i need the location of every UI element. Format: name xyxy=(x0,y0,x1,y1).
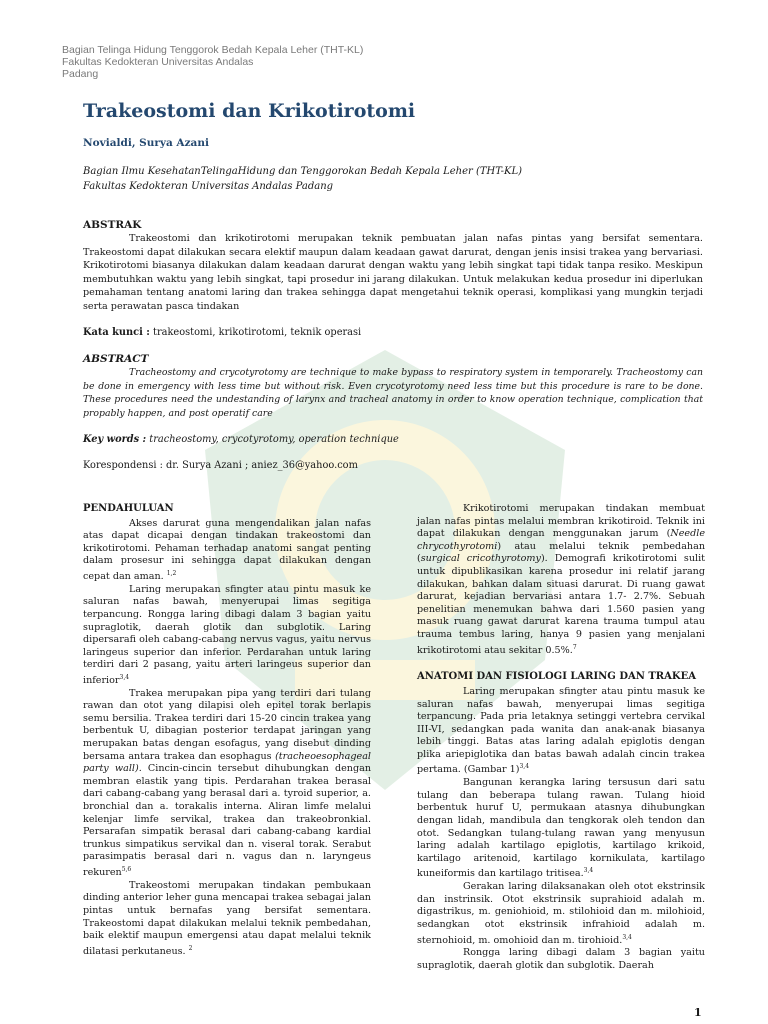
paragraph: Bangunan kerangka laring tersusun dari satu tulang dan beberapa tulang rawan. Tulang hioid berbentuk huruf U, permukaan atasnya dihubungkan dengan lidah, mandibula dan tengkorak oleh tendon dan otot. Sedangkan tulang-tulang rawan yang menyusun laring adalah kartilago epiglotis, kartilago krikoid, kartilago aritenoid, kartilago kornikulata, kartilago kuneiformis dan kartilago tritisea.$^{3,4}$ xyxy=(417,777,705,880)
paragraph: Rongga laring dibagi dalam 3 bagian yaitu supraglotik, daerah glotik dan subglotik. Daerah xyxy=(417,947,705,971)
key-words: Key words : tracheostomy, crycotyrotomy, operation technique xyxy=(83,434,399,445)
paragraph: Laring merupakan sfingter atau pintu masuk ke saluran nafas bawah, menyerupai limas segitiga terpancung. Rongga laring dibagi dalam 3 bagian yaitu supraglotik, daerah glotik dan subglotik. Laring dipersarafi oleh cabang-cabang nervus vagus, yaitu nervus laringeus superior dan inferior. Perdarahan untuk laring terdiri dari 2 pasang, yaitu arteri laringeus superior dan inferior$^{3,4}$ xyxy=(83,583,371,687)
header-line-1: Bagian Telinga Hidung Tenggorok Bedah Kepala Leher (THT-KL) xyxy=(62,44,364,56)
paragraph: Gerakan laring dilaksanakan oleh otot ekstrinsik dan instrinsik. Otot ekstrinsik suprahioid adalah m. digastrikus, m. geniohioid, m. stilohioid dan m. milohioid, sedangkan otot ekstrinsik infrahioid adalah m. sternohioid, m. omohioid dan m. tirohioid.$^{3,4}$ xyxy=(417,881,705,946)
abstrak-heading: ABSTRAK xyxy=(83,219,142,231)
paragraph: Trakeostomi merupakan tindakan pembukaan dinding anterior leher guna mencapai trakea sebagai jalan pintas untuk bernafas yang bersifat sementara. Trakeostomi dapat dilakukan melalui teknik pembedahan, baik elektif maupun emergensi atau dapat melalui teknik dilatasi perkutaneus. $^2$ xyxy=(83,879,371,957)
affiliation-line-2: Fakultas Kedokteran Universitas Andalas Padang xyxy=(83,181,334,192)
paragraph: Laring merupakan sfingter atau pintu masuk ke saluran nafas bawah, menyerupai limas segitiga terpancung. Pada pria letaknya setinggi vertebra cervikal III-VI, sedangkan pada wanita dan anak-anak biasanya lebih tinggi. Batas atas laring adalah epiglotis dengan plika ariepiglotika dan batas bawah adalah cincin trakea pertama. (Gambar 1)$^{3,4}$ xyxy=(417,685,705,776)
abstract-heading: ABSTRACT xyxy=(83,353,149,365)
abstract-body: Tracheostomy and crycotyrotomy are technique to make bypass to respiratory system in temporarely. Tracheostomy can be done in emergency with less time but without risk. Even crycotyrotomy need less time but this procedure is rare to be done. These procedures need the undestanding of larynx and tracheal anatomy in order to know operation technique, complication that propably happen, and post operatif care xyxy=(83,367,703,419)
abstrak-body: Trakeostomi dan krikotirotomi merupakan teknik pembuatan jalan nafas pintas yang bersifat sementara. Trakeostomi dapat dilakukan secara elektif maupun dalam keadaan gawat darurat, dengan jenis insisi trakea yang bervariasi. Krikotirotomi biasanya dilakukan dalam keadaan darurat dengan waktu yang lebih singkat tapi tidak tanpa resiko. Meskipun membutuhkan waktu yang lebih singkat, tapi prosedur ini jarang dilakukan. Untuk melakukan kedua prosedur ini diperlukan pemahaman tentang anatomi laring dan trakea sehingga dapat mengetahui teknik operasi, komplikasi yang mungkin terjadi serta perawatan pasca tindakan xyxy=(83,233,703,312)
paragraph: Krikotirotomi merupakan tindakan membuat jalan nafas pintas melalui membran krikotiroid. Teknik ini dapat dilakukan dengan menggunakan jarum (Needle chrycothyrotomi) atau melalui teknik pembedahan (surgical cricothyrotomy). Demografi krikotirotomi sulit untuk dipublikasikan karena prosedur ini relatif jarang dilakukan, bahkan dalam situasi darurat. Di ruang gawat darurat, kejadian bervariasi antara 1.7- 2.7%. Sebuah penelitian menemukan bahwa dari 1.560 pasien yang masuk ruang gawat darurat karena trauma tumpul atau trauma tembus laring, hanya 9 pasien yang menjalani krikotirotomi atau sekitar 0.5%.$^7$ xyxy=(417,503,706,656)
left-column xyxy=(83,503,371,959)
header-line-3: Padang xyxy=(62,68,99,80)
affiliation xyxy=(83,164,522,194)
section-heading-pendahuluan: PENDAHULUAN xyxy=(83,503,174,514)
authors: Novialdi, Surya Azani xyxy=(83,137,209,149)
paper-title: Trakeostomi dan Krikotirotomi xyxy=(83,100,416,122)
section-heading-anatomi: ANATOMI DAN FISIOLOGI LARING DAN TRAKEA xyxy=(417,671,696,683)
header-line-2: Fakultas Kedokteran Universitas Andalas xyxy=(62,56,254,68)
institution-header xyxy=(62,44,363,80)
right-column xyxy=(417,503,705,973)
page-number: 1 xyxy=(694,1006,702,1019)
correspondence: Korespondensi : dr. Surya Azani ; aniez_36@yahoo.com xyxy=(83,460,358,471)
paragraph: Trakea merupakan pipa yang terdiri dari tulang rawan dan otot yang dilapisi oleh epitel torak berlapis semu bersilia. Trakea terdiri dari 15-20 cincin trakea yang berbentuk U, dibagian posterior terdapat jaringan yang merupakan batas dengan esofagus, yang disebut dinding bersama antara trakea dan esophagus (tracheoesophageal party wall). Cincin-cincin tersebut dihubungkan dengan membran elastik yang tipis. Perdarahan trakea berasal dari cabang-cabang yang berasal dari a. tyroid superior, a. bronchial dan a. torakalis interna. Aliran limfe melalui kelenjar limfe servikal, trakea dan trakeobronkial. Persarafan simpatik berasal dari cabang-cabang kardial trunkus simpatikus servikal dan n. viseral torak. Serabut parasimpatis berasal dari n. vagus dan n. laryngeus rekuren$^{5,6}$ xyxy=(83,687,371,879)
paragraph: Akses darurat guna mengendalikan jalan nafas atas dapat dicapai dengan tindakan trakeostomi dan krikotirotomi. Pehaman terhadap anatomi sangat penting dalam prosesur ini sehingga dapat dilakukan dengan cepat dan aman. $^{1,2}$ xyxy=(83,517,371,583)
affiliation-line-1: Bagian Ilmu KesehatanTelingaHidung dan Tenggorokan Bedah Kepala Leher (THT-KL) xyxy=(83,166,523,177)
kata-kunci: Kata kunci : trakeostomi, krikotirotomi, teknik operasi xyxy=(83,327,362,338)
